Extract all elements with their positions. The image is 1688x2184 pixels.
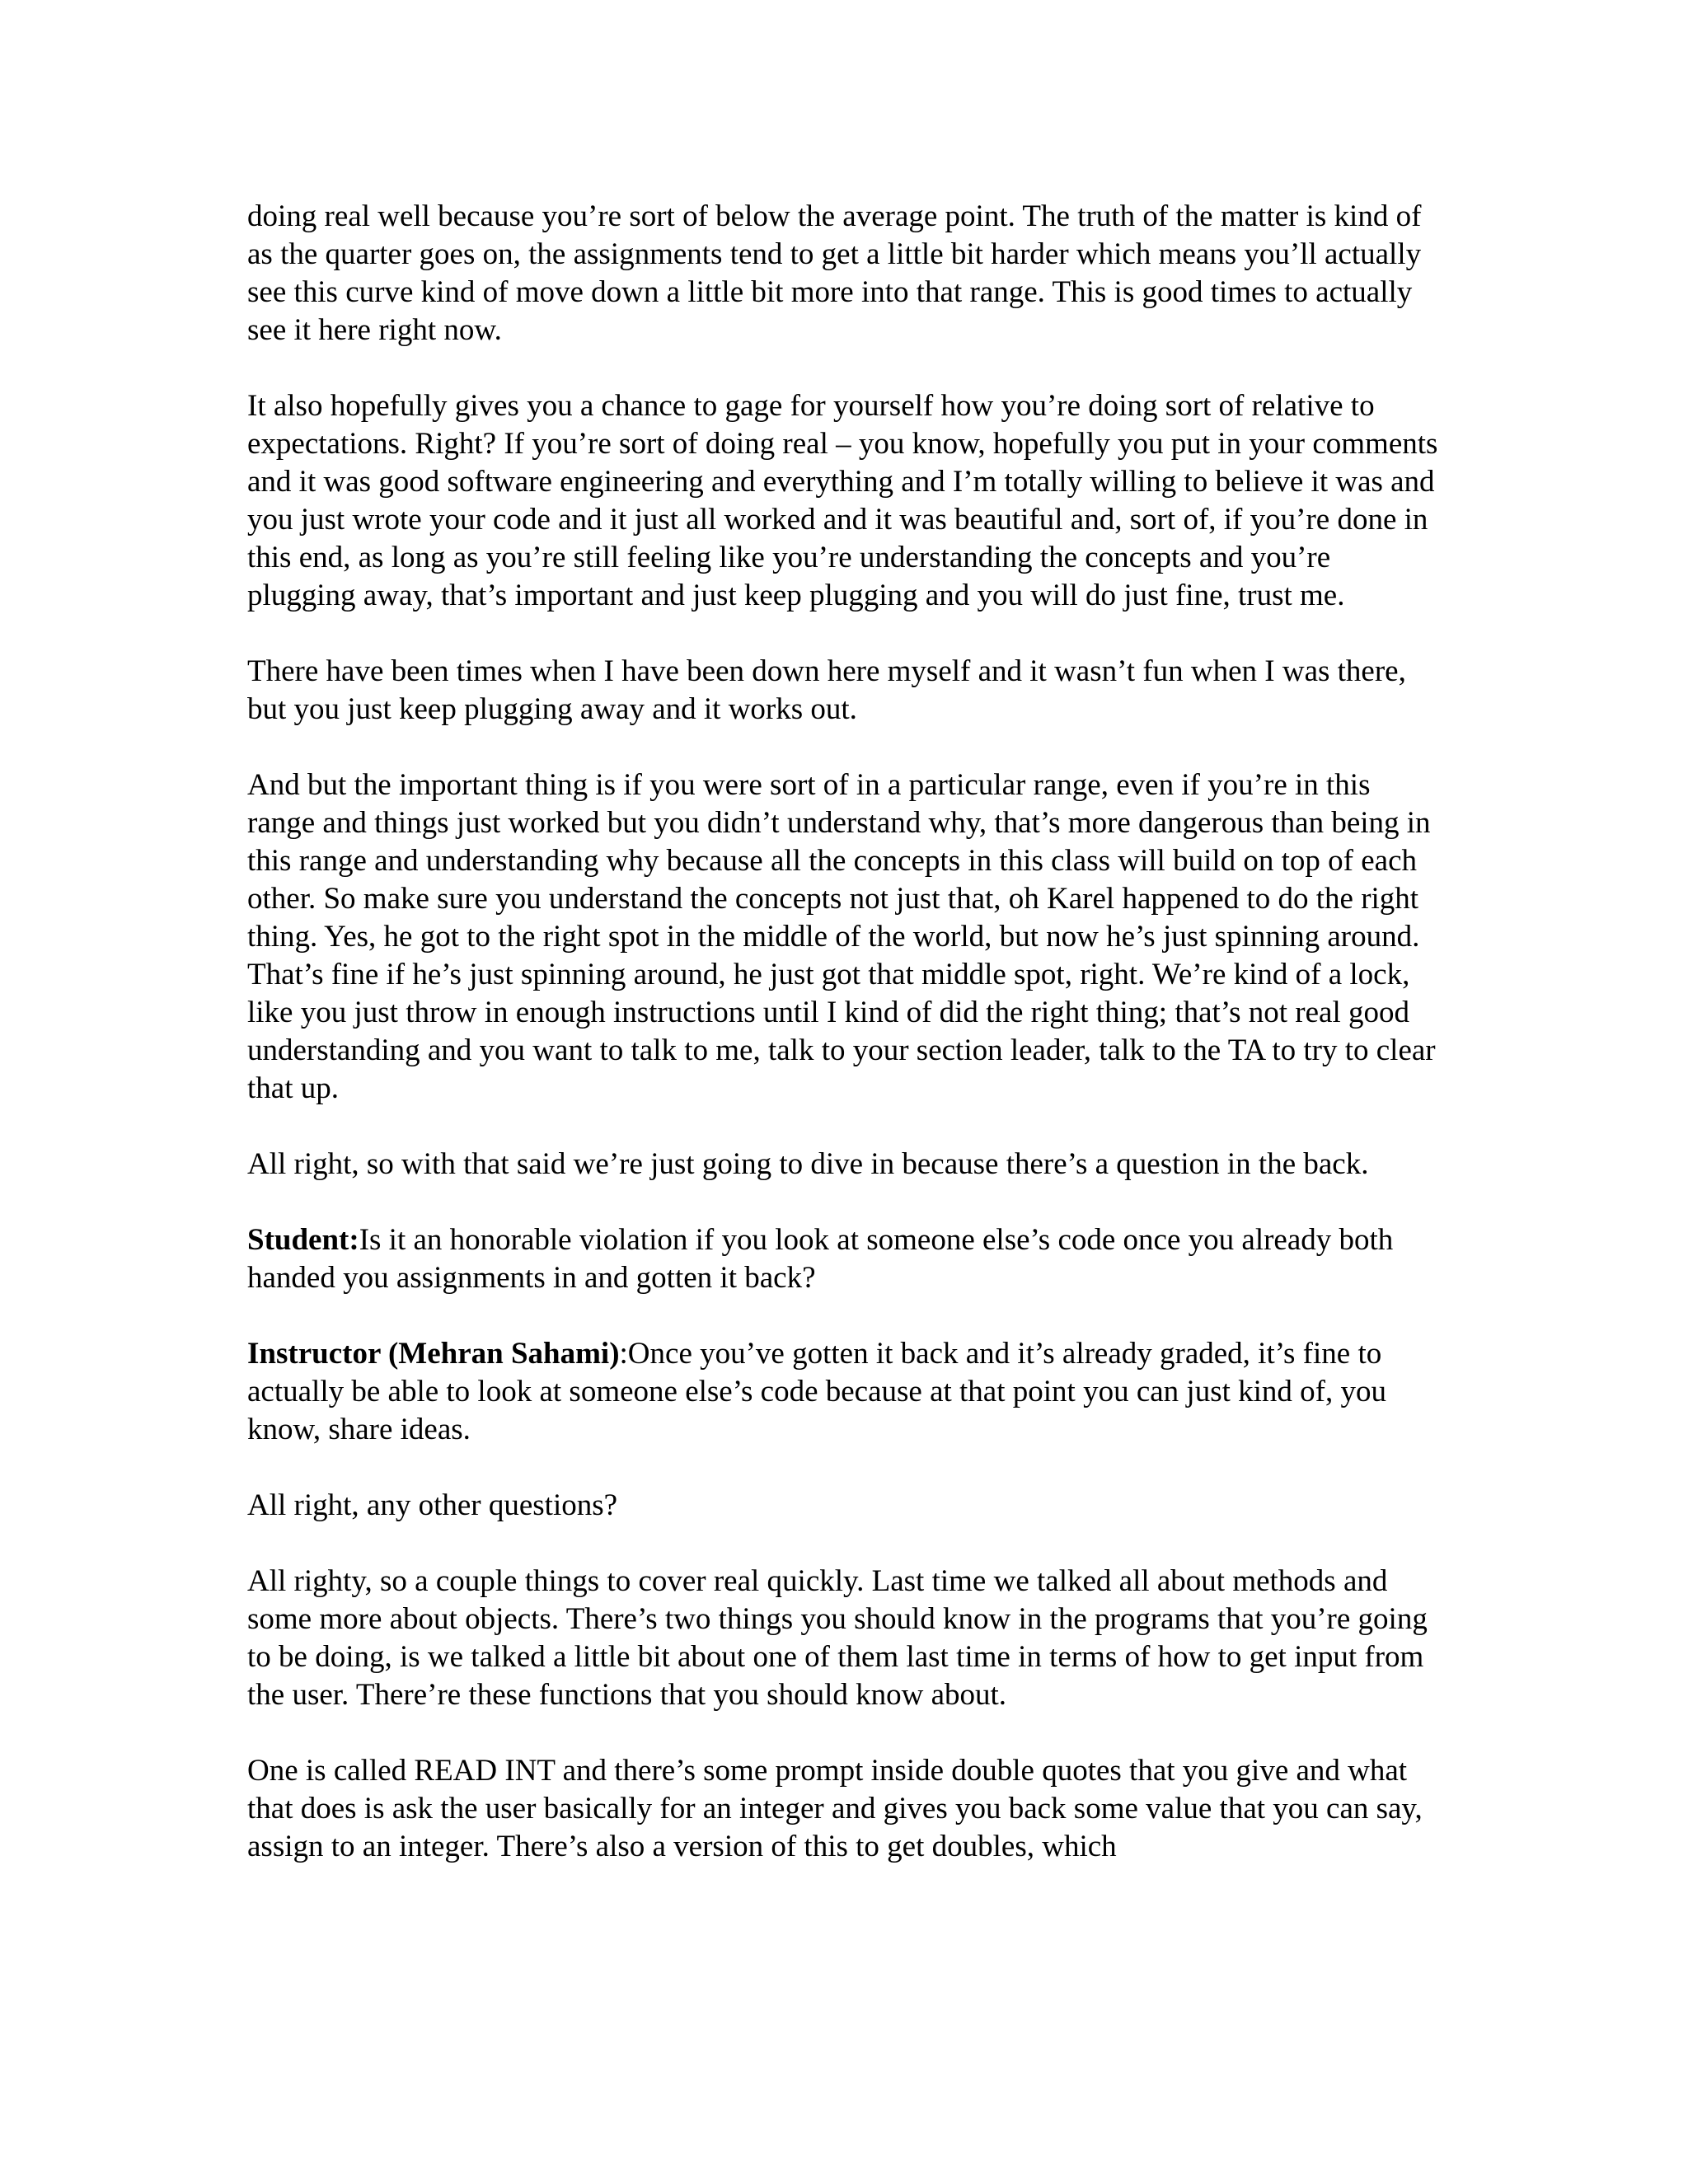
paragraph-2 [247, 387, 1442, 615]
paragraph-text: :Once you’ve gotten it back and it’s already graded, it’s fine to actually be able to look at someone else’s code because at that point you can just kind of, you know, share ideas. [247, 1337, 1386, 1446]
paragraph-text: There have been times when I have been down here myself and it wasn’t fun when I was there, but you just keep plugging away and it works out. [247, 654, 1406, 726]
instructor-answer [247, 1335, 1442, 1449]
speaker-label-instructor: Instructor (Mehran Sahami) [247, 1337, 620, 1371]
paragraph-text: All right, any other questions? [247, 1488, 618, 1522]
paragraph-10 [247, 1752, 1442, 1866]
paragraph-text: All right, so with that said we’re just going to dive in because there’s a question in the back. [247, 1147, 1369, 1181]
paragraph-text: Is it an honorable violation if you look at someone else’s code once you already both handed you assignments in and gotten it back? [247, 1223, 1394, 1295]
student-question [247, 1221, 1442, 1297]
speaker-label-student: Student: [247, 1223, 359, 1257]
paragraph-9 [247, 1563, 1442, 1714]
paragraph-text: All righty, so a couple things to cover real quickly. Last time we talked all about methods and some more about objects. There’s two things you should know in the programs that you’re going to be doing, is we talked a little bit about one of them last time in terms of how to get input from the user. There’re these functions that you should know about. [247, 1564, 1428, 1712]
paragraph-text: It also hopefully gives you a chance to gage for yourself how you’re doing sort of relative to expectations. Right? If you’re sort of doing real – you know, hopefully you put in your comments and it was good software engineering and everything and I’m totally willing to believe it was and you just wrote your code and it just all worked and it was beautiful and, sort of, if you’re done in this end, as long as you’re still feeling like you’re understanding the concepts and you’re plugging away, that’s important and just keep plugging and you will do just fine, trust me. [247, 389, 1438, 612]
paragraph-3 [247, 653, 1442, 729]
transcript-body [247, 198, 1442, 1904]
paragraph-8 [247, 1487, 1442, 1525]
paragraph-text: And but the important thing is if you were sort of in a particular range, even if you’re in this range and things just worked but you didn’t understand why, that’s more dangerous than being in this range and understanding why because all the concepts in this class will build on top of each other. So make sure you understand the concepts not just that, oh Karel happened to do the right thing. Yes, he got to the right spot in the middle of the world, but now he’s just spinning around. That’s fine if he’s just spinning around, he just got that middle spot, right. We’re kind of a lock, like you just throw in enough instructions until I kind of did the right thing; that’s not real good understanding and you want to talk to me, talk to your section leader, talk to the TA to try to clear that up. [247, 768, 1436, 1105]
paragraph-5 [247, 1146, 1442, 1183]
paragraph-4 [247, 766, 1442, 1108]
paragraph-text: One is called READ INT and there’s some prompt inside double quotes that you give and what that does is ask the user basically for an integer and gives you back some value that you can say, assign to an integer. There’s also a version of this to get doubles, which [247, 1754, 1423, 1863]
paragraph-text: doing real well because you’re sort of below the average point. The truth of the matter is kind of as the quarter goes on, the assignments tend to get a little bit harder which means you’ll actually see this curve kind of move down a little bit more into that range. This is good times to actually see it here right now. [247, 199, 1422, 347]
paragraph-1 [247, 198, 1442, 349]
